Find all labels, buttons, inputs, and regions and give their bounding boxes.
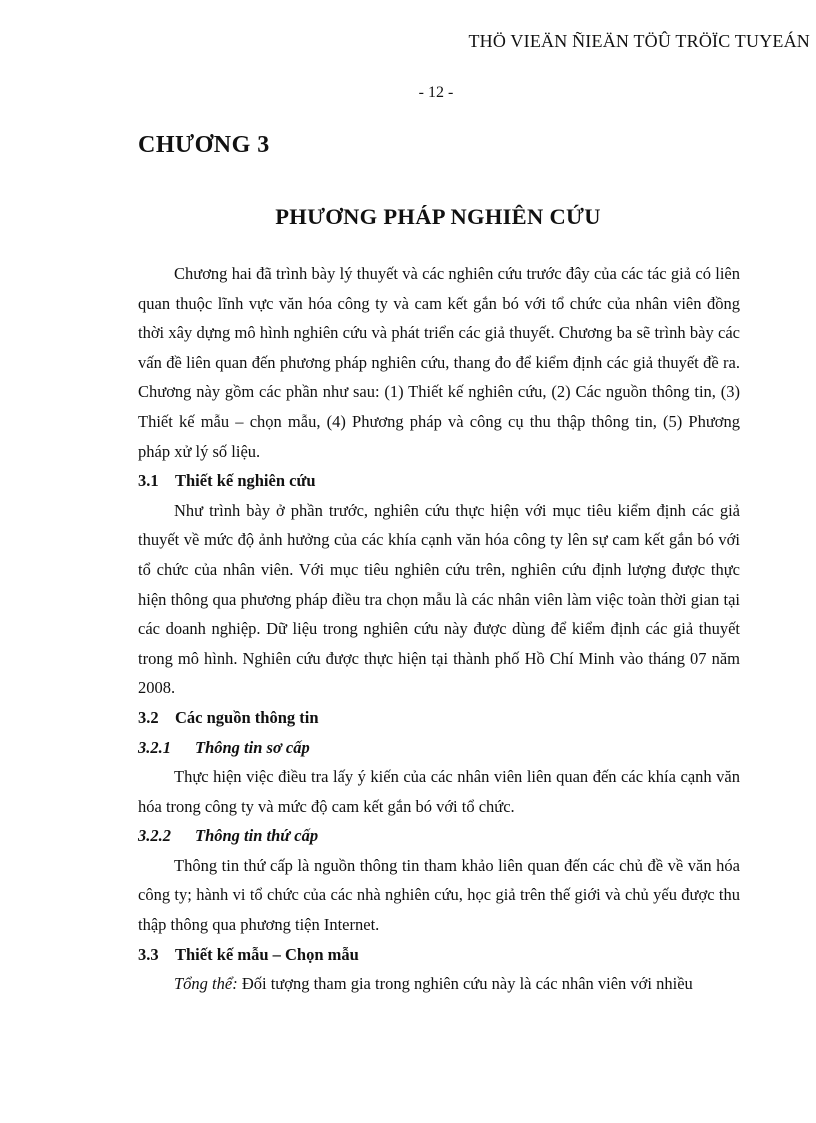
section-3-2-1-paragraph: Thực hiện việc điều tra lấy ý kiến của các nhân viên liên quan đến các khía cạnh văn hóa trong công ty và mức độ cam kết gắn bó với tổ chức. bbox=[138, 767, 740, 816]
section-title: Thiết kế nghiên cứu bbox=[175, 471, 316, 491]
section-3-3-paragraph bbox=[138, 969, 740, 999]
paragraph-text: Đối tượng tham gia trong nghiên cứu này là các nhân viên với nhiều bbox=[237, 974, 693, 994]
subsection-heading-3-2-2 bbox=[138, 821, 740, 851]
section-heading-3-1 bbox=[138, 466, 740, 496]
section-title: Thiết kế mẫu – Chọn mẫu bbox=[175, 944, 359, 964]
section-number: 3.1 bbox=[138, 471, 159, 491]
section-3-2-2-paragraph: Thông tin thứ cấp là nguồn thông tin tham khảo liên quan đến các chủ đề về văn hóa công ty; hành vi tổ chức của các nhà nghiên cứu, học giả trên thế giới và chủ yếu được thu thập thông qua phương tiện Internet. bbox=[138, 855, 740, 935]
subsection-number: 3.2.2 bbox=[138, 826, 171, 846]
subsection-heading-3-2-1 bbox=[138, 733, 740, 763]
paragraph-lead: Tổng thể: bbox=[174, 974, 238, 994]
subsection-number: 3.2.1 bbox=[138, 737, 171, 757]
chapter-label: CHƯƠNG 3 bbox=[138, 132, 270, 158]
subsection-title: Thông tin thứ cấp bbox=[195, 826, 319, 846]
section-title: Các nguồn thông tin bbox=[175, 707, 319, 727]
subsection-title: Thông tin sơ cấp bbox=[195, 737, 310, 757]
section-number: 3.2 bbox=[138, 707, 159, 727]
section-heading-3-2 bbox=[138, 703, 740, 733]
section-number: 3.3 bbox=[138, 944, 159, 964]
chapter-title: PHƯƠNG PHÁP NGHIÊN CỨU bbox=[275, 204, 601, 229]
section-3-1-paragraph: Như trình bày ở phần trước, nghiên cứu thực hiện với mục tiêu kiểm định các giả thuyết về mức độ ảnh hưởng của các khía cạnh văn hóa công ty lên sự cam kết gắn bó với tổ chức của nhân viên. Với mục tiêu nghiên cứu trên, nghiên cứu định lượng được thực hiện thông qua phương pháp điều tra chọn mẫu là các nhân viên làm việc toàn thời gian tại các doanh nghiệp. Dữ liệu trong nghiên cứu này được dùng để kiểm định các giả thuyết trong mô hình. Nghiên cứu được thực hiện tại thành phố Hồ Chí Minh vào tháng 07 năm 2008. bbox=[138, 500, 740, 698]
body-text bbox=[138, 259, 740, 999]
running-header: THÖ VIEÄN ÑIEÄN TÖÛ TRÖÏC TUYEÁN bbox=[468, 31, 810, 51]
intro-paragraph: Chương hai đã trình bày lý thuyết và các nghiên cứu trước đây của các tác giả có liên quan thuộc lĩnh vực văn hóa công ty và cam kết gắn bó với tổ chức của nhân viên đồng thời xây dựng mô hình nghiên cứu và phát triển các giả thuyết. Chương ba sẽ trình bày các vấn đề liên quan đến phương pháp nghiên cứu, thang đo để kiểm định các giả thuyết đề ra. Chương này gồm các phần như sau: (1) Thiết kế nghiên cứu, (2) Các nguồn thông tin, (3) Thiết kế mẫu – chọn mẫu, (4) Phương pháp và công cụ thu thập thông tin, (5) Phương pháp xử lý số liệu. bbox=[138, 264, 740, 461]
page-number: - 12 - bbox=[418, 84, 454, 101]
section-heading-3-3 bbox=[138, 940, 740, 970]
